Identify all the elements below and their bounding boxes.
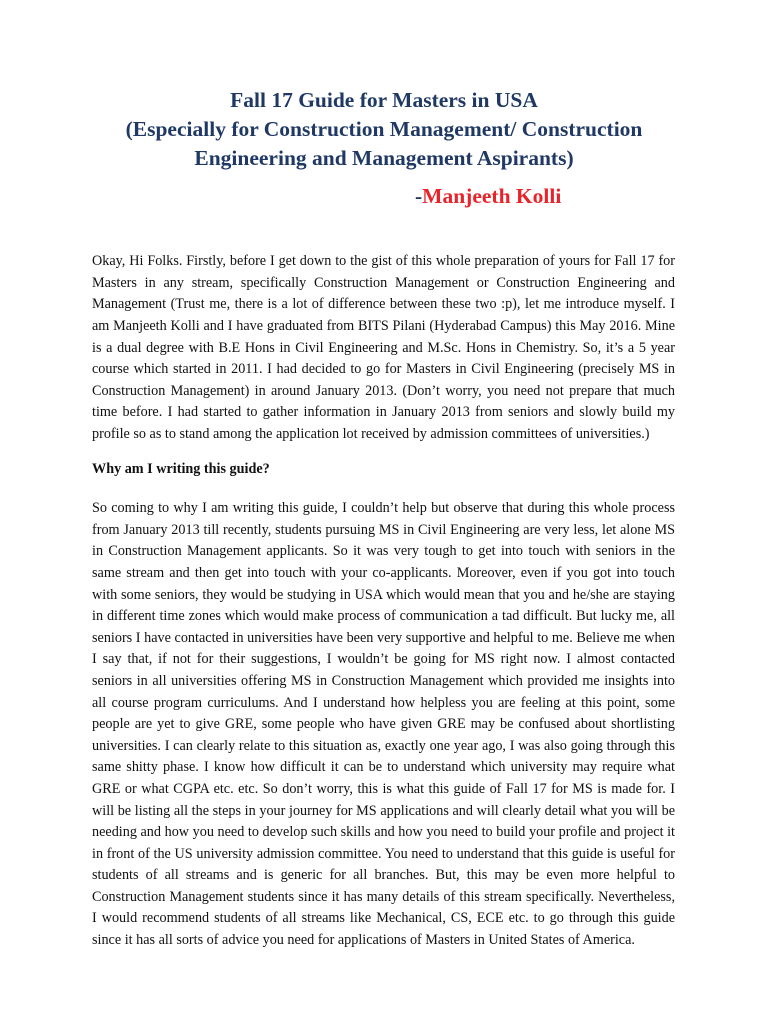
document-title — [60, 86, 708, 173]
title-line-1: Fall 17 Guide for Masters in USA — [230, 88, 538, 112]
title-line-2: (Especially for Construction Management/ Construction — [125, 117, 643, 141]
section-paragraph: So coming to why I am writing this guide, I couldn’t help but observe that during this whole process from January 2013 till recently, students pursuing MS in Civil Engineering are very less, let alone MS in Construction Management applicants. So it was very tough to get into touch with seniors in the same stream and then get into touch with your co-applicants. Moreover, even if you got into touch with some seniors, they would be studying in USA which would mean that you and he/she are staying in different time zones which would make process of communication a tad difficult. But lucky me, all seniors I have contacted in universities have been very supportive and helpful to me. Believe me when I say that, if not for their suggestions, I wouldn’t be going for MS right now. I almost contacted seniors in all universities offering MS in Construction Management which provided me insights into all course program curriculums. And I understand how helpless you are feeling at this point, some people are yet to give GRE, some people who have given GRE may be confused about shortlisting universities. I can clearly relate to this situation as, exactly one year ago, I was also going through this same shitty phase. I know how difficult it can be to understand which university may require what GRE or what CGPA etc. etc. So don’t worry, this is what this guide of Fall 17 for MS is made for. I will be listing all the steps in your journey for MS applications and will clearly detail what you will be needing and how you need to develop such skills and how you need to build your profile and project it in front of the US university admission committee. You need to understand that this guide is useful for students of all streams and is generic for all branches. But, this may be even more helpful to Construction Management students since it has many details of this stream specifically. Nevertheless, I would recommend students of all streams like Mechanical, CS, ECE etc. to go through this guide since it has all sorts of advice you need for applications of Masters in United States of America. — [92, 500, 675, 949]
title-line-3: Engineering and Management Aspirants) — [194, 146, 574, 170]
author-prefix: - — [415, 184, 423, 208]
author-byline — [415, 182, 561, 211]
section-heading: Why am I writing this guide? — [92, 461, 270, 477]
intro-paragraph: Okay, Hi Folks. Firstly, before I get down to the gist of this whole preparation of yours for Fall 17 for Masters in any stream, specifically Construction Management or Construction Engineering and Management (Trust me, there is a lot of difference between these two :p), let me introduce myself. I am Manjeeth Kolli and I have graduated from BITS Pilani (Hyderabad Campus) this May 2016. Mine is a dual degree with B.E Hons in Civil Engineering and M.Sc. Hons in Chemistry. So, it’s a 5 year course which started in 2011. I had decided to go for Masters in Civil Engineering (precisely MS in Construction Management) in around January 2013. (Don’t worry, you need not prepare that much time before. I had started to gather information in January 2013 from seniors and slowly build my profile so as to stand among the application lot received by admission committees of universities.) — [92, 253, 675, 442]
author-name: Manjeeth Kolli — [422, 184, 562, 208]
